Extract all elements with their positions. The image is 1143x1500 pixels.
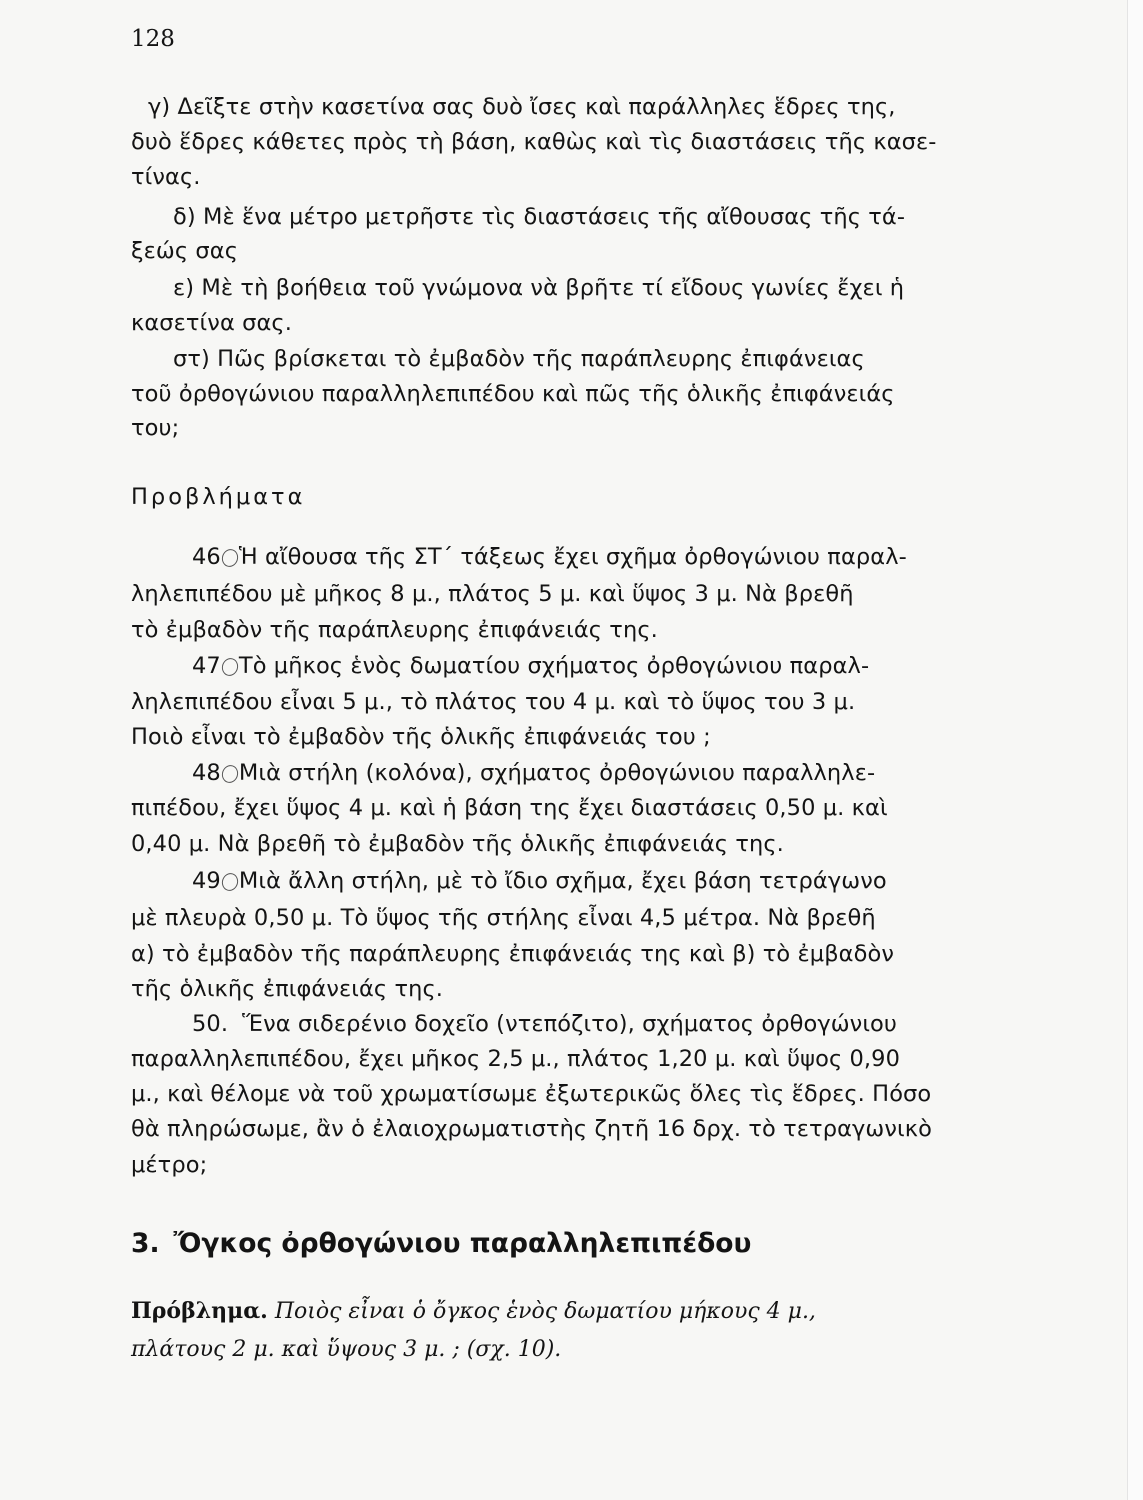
problem-48-line-3: 0,40 μ. Νὰ βρεθῆ τὸ ἐμβαδὸν τῆς ὁλικῆς ἐπιφάνειάς της. (131, 831, 784, 857)
problems-heading: Προβλήματα (131, 484, 306, 510)
question-st-line-1: στ) Πῶς βρίσκεται τὸ ἐμβαδὸν τῆς παράπλευρης ἐπιφάνειας (173, 346, 865, 372)
question-e-line-1: ε) Μὲ τὴ βοήθεια τοῦ γνώμονα νὰ βρῆτε τί εἴδους γωνίες ἔχει ἡ (173, 275, 905, 301)
page-number: 128 (131, 26, 175, 52)
problem-48-number: 48 (192, 760, 221, 786)
question-g-line-3: τίνας. (131, 164, 201, 190)
problem-label: Πρόβλημα. (131, 1298, 268, 1324)
problem-47-line-1: 47 Τὸ μῆκος ἑνὸς δωματίου σχήματος ὀρθογώνιου παραλ- (192, 653, 870, 679)
problem-50-line-5: μέτρο; (131, 1152, 208, 1178)
problem-50-line-2: παραλληλεπιπέδου, ἔχει μῆκος 2,5 μ., πλάτος 1,20 μ. καὶ ὕψος 0,90 (131, 1046, 901, 1072)
problem-50-line-1: 50. Ἕνα σιδερένιο δοχεῖο (ντεπόζιτο), σχήματος ὀρθογώνιου (192, 1011, 898, 1037)
question-g-line-1: γ) Δεῖξτε στὴν κασετίνα σας δυὸ ἴσες καὶ παράλληλες ἕδρες της, (148, 94, 896, 120)
problem-49-line-3: α) τὸ ἐμβαδὸν τῆς παράπλευρης ἐπιφάνειάς της καὶ β) τὸ ἐμβαδὸν (131, 941, 895, 967)
question-st-line-2: τοῦ ὀρθογώνιου παραλληλεπιπέδου καὶ πῶς τῆς ὁλικῆς ἐπιφάνειάς (131, 381, 895, 407)
problem-50-number: 50. (192, 1011, 229, 1037)
problem-48-line-2: πιπέδου, ἔχει ὕψος 4 μ. καὶ ἡ βάση της ἔχει διαστάσεις 0,50 μ. καὶ (131, 795, 888, 821)
problem-47-line-2: ληλεπιπέδου εἶναι 5 μ., τὸ πλάτος του 4 μ. καὶ τὸ ὕψος του 3 μ. (131, 689, 856, 715)
problem-49-line-4: τῆς ὁλικῆς ἐπιφάνειάς της. (131, 976, 444, 1002)
problem-46-line-2: ληλεπιπέδου μὲ μῆκος 8 μ., πλάτος 5 μ. καὶ ὕψος 3 μ. Νὰ βρεθῆ (131, 581, 854, 607)
question-g-line-2: δυὸ ἕδρες κάθετες πρὸς τὴ βάση, καθὼς καὶ τὶς διαστάσεις τῆς κασε- (131, 129, 937, 155)
problem-statement-line-1: Πρόβλημα. Ποιὸς εἶναι ὁ ὄγκος ἑνὸς δωματίου μήκους 4 μ., (131, 1298, 816, 1324)
pen-check-icon (219, 871, 240, 893)
problem-48-line-1: 48 Μιὰ στήλη (κολόνα), σχήματος ὀρθογώνιου παραλληλε- (192, 760, 876, 786)
problem-46-line-1: 46 Ἡ αἴθουσα τῆς ΣΤ΄ τάξεως ἔχει σχῆμα ὀρθογώνιου παραλ- (192, 544, 907, 570)
section-heading (131, 1228, 751, 1259)
problem-47-line-3: Ποιὸ εἶναι τὸ ἐμβαδὸν τῆς ὁλικῆς ἐπιφάνειάς του ; (131, 724, 711, 750)
question-st-line-3: του; (131, 415, 180, 441)
problem-50-line-3: μ., καὶ θέλομε νὰ τοῦ χρωματίσωμε ἐξωτερικῶς ὅλες τὶς ἕδρες. Πόσο (131, 1081, 932, 1107)
problem-50-line-4: θὰ πληρώσωμε, ἂν ὁ ἐλαιοχρωματιστὴς ζητῆ 16 δρχ. τὸ τετραγωνικὸ (131, 1116, 932, 1142)
pen-check-icon (219, 763, 240, 785)
problem-47-number: 47 (192, 653, 221, 679)
problem-46-number: 46 (192, 544, 221, 570)
section-number: 3. (131, 1228, 160, 1259)
problem-statement-line-2: πλάτους 2 μ. καὶ ὕψους 3 μ. ; (σχ. 10). (131, 1337, 562, 1362)
scan-edge (1127, 0, 1143, 1500)
problem-49-number: 49 (192, 868, 221, 894)
pen-check-icon (219, 547, 240, 569)
question-d-line-2: ξεώς σας (131, 238, 239, 264)
problem-46-line-3: τὸ ἐμβαδὸν τῆς παράπλευρης ἐπιφάνειάς της. (131, 617, 658, 643)
section-title: Ὄγκος ὀρθογώνιου παραλληλεπιπέδου (173, 1228, 752, 1259)
pen-check-icon (219, 656, 240, 678)
question-d-line-1: δ) Μὲ ἕνα μέτρο μετρῆστε τὶς διαστάσεις τῆς αἴθουσας τῆς τά- (173, 204, 906, 230)
question-e-line-2: κασετίνα σας. (131, 310, 292, 336)
problem-49-line-1: 49 Μιὰ ἄλλη στήλη, μὲ τὸ ἴδιο σχῆμα, ἔχει βάση τετράγωνο (192, 868, 887, 894)
problem-49-line-2: μὲ πλευρὰ 0,50 μ. Τὸ ὕψος τῆς στήλης εἶναι 4,5 μέτρα. Νὰ βρεθῆ (131, 905, 876, 931)
